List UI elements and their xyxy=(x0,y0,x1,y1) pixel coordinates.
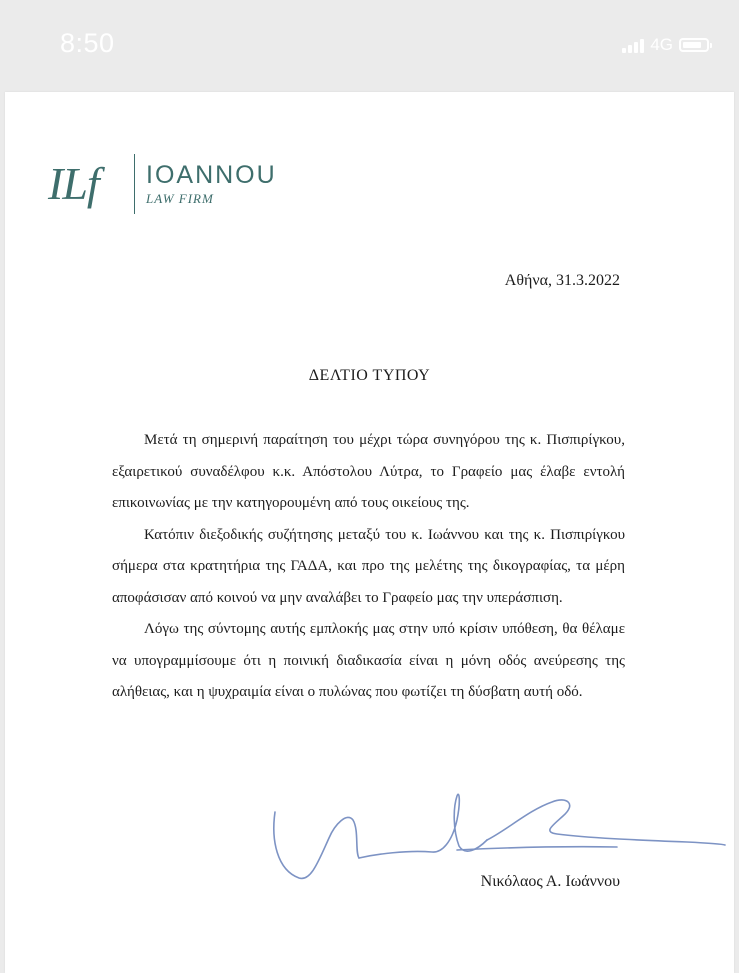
network-type: 4G xyxy=(650,35,673,54)
paragraph: Μετά τη σημερινή παραίτηση του μέχρι τώρα συνηγόρου της κ. Πισπιρίγκου, εξαιρετικού συναδέλφου κ.κ. Απόστολου Λύτρα, το Γραφείο μας έλαβε εντολή επικοινωνίας με την κατηγορουμένη από τους οικείους της. xyxy=(112,432,625,511)
signer-name: Νικόλαος Α. Ιωάννου xyxy=(480,873,620,890)
paragraph: Λόγω της σύντομης αυτής εμπλοκής μας στην υπό κρίσιν υπόθεση, θα θέλαμε να υπογραμμίσουμε ότι η ποινική διαδικασία είναι η μόνη οδός ανεύρεσης της αλήθειας, και η ψυχραιμία είναι ο πυλώνας που φωτίζει τη δύσβατη αυτή οδό. xyxy=(112,621,625,700)
document-date: Αθήνα, 31.3.2022 xyxy=(504,272,620,289)
firm-logo xyxy=(48,154,308,216)
status-bar xyxy=(0,0,739,90)
document-title: ΔΕΛΤΙΟ ΤΥΠΟΥ xyxy=(308,367,431,384)
document-page xyxy=(5,92,734,973)
paragraph: Κατόπιν διεξοδικής συζήτησης μεταξύ του κ. Ιωάννου και της κ. Πισπιρίγκου σήμερα στα κρατητήρια της ΓΑΔΑ, και προ της μελέτης της δικογραφίας, τα μέρη αποφάσισαν από κοινού να μην αναλάβει το Γραφείο μας την υπεράσπιση. xyxy=(112,526,625,606)
cellular-signal-icon xyxy=(622,37,644,53)
firm-subtitle: LAW FIRM xyxy=(146,191,214,206)
status-indicators xyxy=(622,34,709,56)
battery-icon xyxy=(679,38,709,52)
logo-monogram: ILf xyxy=(48,158,99,209)
firm-name: IOANNOU xyxy=(146,161,277,189)
document-body xyxy=(112,425,625,709)
logo-divider xyxy=(134,154,135,214)
status-time: 8:50 xyxy=(60,28,115,58)
